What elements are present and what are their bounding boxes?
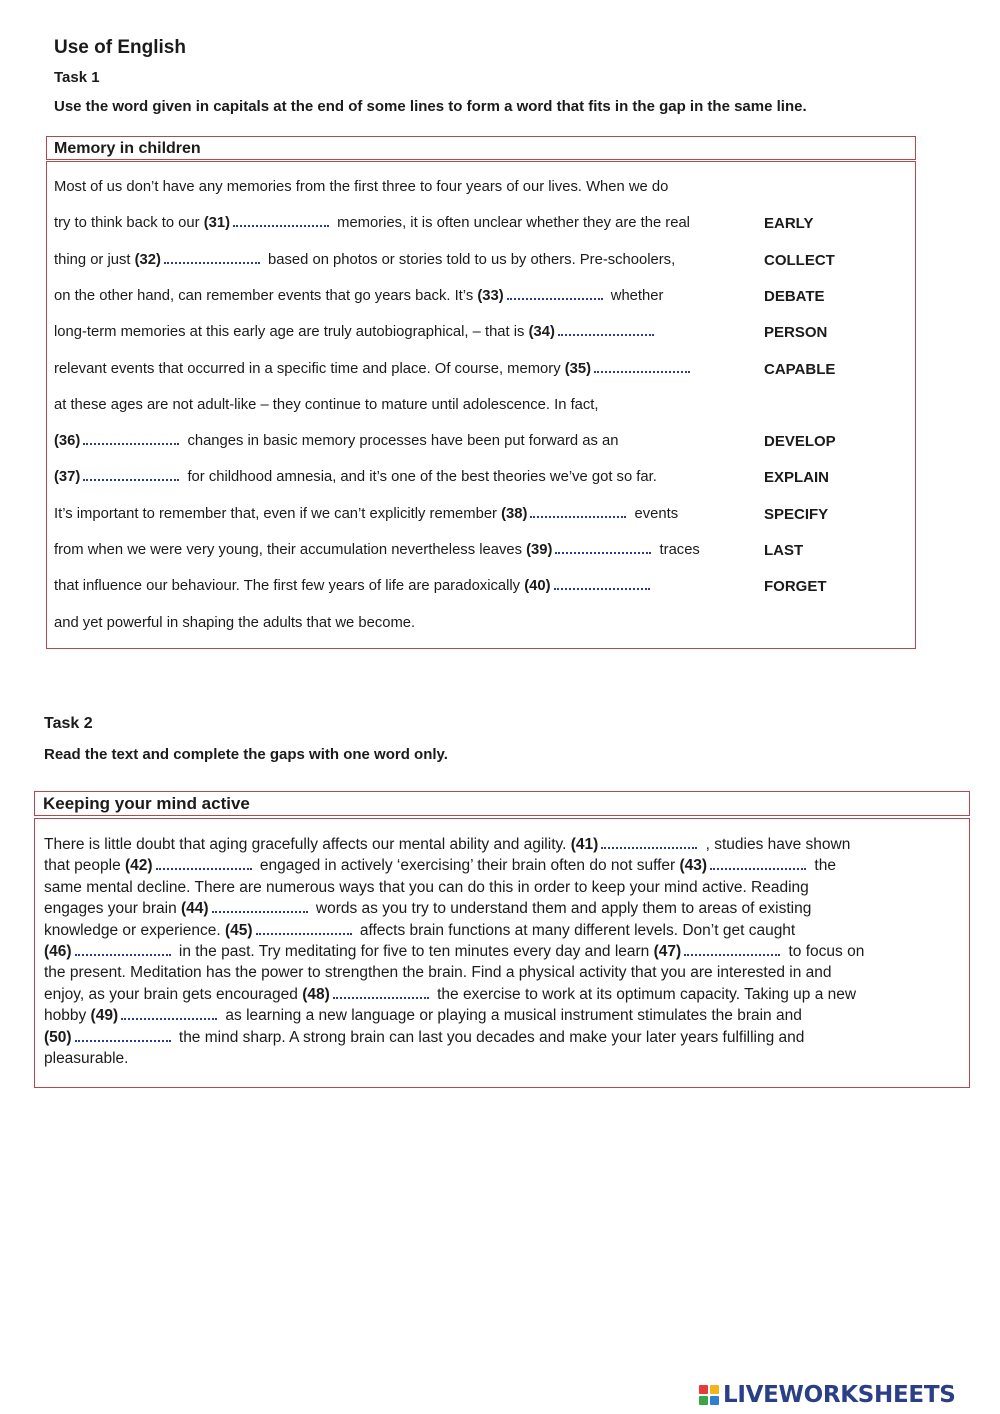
gap-number: (33) [477, 287, 504, 304]
task2-line [44, 1007, 802, 1025]
answer-gap-input[interactable] [212, 901, 308, 913]
line-text: from when we were very young, their accumulation nevertheless leaves [54, 542, 527, 558]
line-text: engages your brain [44, 900, 182, 918]
keyword: PERSON [764, 324, 828, 342]
line-text: affects brain functions at many different levels. Don’t get caught [355, 921, 796, 939]
answer-gap-input[interactable] [75, 1030, 171, 1042]
line-text: whether [606, 287, 664, 304]
task1-line [54, 469, 657, 485]
answer-gap-input[interactable] [75, 944, 171, 956]
answer-gap-input[interactable] [83, 469, 179, 481]
answer-gap-input[interactable] [710, 858, 806, 870]
keyword: FORGET [764, 578, 827, 596]
gap-number: (32) [134, 251, 161, 268]
task2-line [44, 964, 832, 982]
task1-line [54, 433, 618, 449]
line-text: thing or just [54, 251, 135, 268]
line-text: that people [44, 857, 126, 875]
line-text: engaged in actively ‘exercising’ their brain often do not suffer [255, 857, 680, 875]
task2-line [44, 943, 864, 961]
task1-line [54, 288, 663, 304]
page-title: Use of English [54, 37, 186, 58]
task1-line [54, 397, 599, 413]
gap-number: (45) [224, 921, 253, 939]
task2-label: Task 2 [44, 715, 93, 732]
task1-box-title: Memory in children [54, 140, 201, 157]
line-text: at these ages are not adult-like – they continue to mature until adolescence. In fact, [54, 396, 599, 413]
gap-number: (35) [564, 360, 592, 377]
gap-number: (50) [44, 1028, 72, 1046]
gap-number: (39) [526, 542, 553, 558]
answer-gap-input[interactable] [256, 923, 352, 935]
answer-gap-input[interactable] [555, 542, 651, 554]
task2-line [44, 836, 850, 854]
answer-gap-input[interactable] [594, 361, 690, 373]
line-text: Most of us don’t have any memories from the first three to four years of our lives. When we do [54, 179, 669, 195]
keyword: SPECIFY [764, 505, 829, 523]
line-text: the [810, 857, 836, 875]
line-text: hobby [44, 1007, 91, 1025]
line-text: events [630, 505, 679, 522]
logo-text: LIVEWORKSHEETS [723, 1382, 956, 1408]
task2-line [44, 857, 836, 875]
liveworksheets-logo [699, 1381, 955, 1409]
task2-line [44, 1050, 128, 1068]
line-text: , studies have shown [701, 836, 851, 853]
line-text: as learning a new language or playing a musical instrument stimulates the brain and [221, 1007, 802, 1025]
line-text: relevant events that occurred in a specific time and place. Of course, memory [54, 360, 565, 377]
task2-line [44, 986, 856, 1004]
gap-number: (48) [302, 985, 330, 1003]
line-text: pleasurable. [44, 1050, 129, 1067]
task1-line [54, 215, 690, 231]
answer-gap-input[interactable] [121, 1008, 217, 1020]
line-text: same mental decline. There are numerous ways that you can do this in order to keep your mind active. Reading [44, 878, 809, 896]
answer-gap-input[interactable] [507, 288, 603, 300]
line-text: on the other hand, can remember events that go years back. It’s [54, 287, 478, 304]
task1-line [54, 542, 700, 558]
gap-number: (41) [570, 836, 599, 853]
keyword: CAPABLE [764, 360, 836, 378]
line-text: changes in basic memory processes have been put forward as an [183, 433, 619, 450]
gap-number: (42) [125, 857, 153, 875]
task1-line [54, 361, 694, 377]
task1-instruction: Use the word given in capitals at the end of some lines to form a word that fits in the gap in the same line. [54, 98, 807, 115]
line-text: words as you try to understand them and apply them to areas of existing [311, 900, 812, 918]
gap-number: (31) [203, 215, 231, 232]
line-text: based on photos or stories told to us by others. Pre-schoolers, [263, 251, 676, 268]
task2-box-title: Keeping your mind active [43, 794, 250, 813]
line-text: the present. Meditation has the power to strengthen the brain. Find a physical activity that you are interested in and [44, 964, 832, 982]
task1-label: Task 1 [54, 69, 100, 86]
gap-number: (43) [679, 857, 708, 875]
task1-line [54, 578, 654, 594]
line-text: traces [655, 542, 700, 558]
answer-gap-input[interactable] [83, 433, 179, 445]
gap-number: (36) [54, 433, 81, 450]
line-text: the mind sharp. A strong brain can last you decades and make your later years fulfilling and [174, 1028, 805, 1046]
gap-number: (37) [54, 469, 81, 486]
gap-number: (47) [653, 943, 682, 960]
answer-gap-input[interactable] [684, 944, 780, 956]
task1-line [54, 179, 668, 195]
keyword: DEVELOP [764, 433, 836, 451]
task2-instruction: Read the text and complete the gaps with one word only. [44, 746, 448, 763]
gap-number: (46) [44, 943, 72, 960]
line-text: memories, it is often unclear whether they are the real [333, 215, 690, 232]
keyword: LAST [764, 542, 804, 559]
task2-box-header [34, 791, 970, 816]
answer-gap-input[interactable] [530, 506, 626, 518]
task1-box-header [46, 136, 916, 160]
task1-line [54, 252, 675, 268]
task2-line [44, 922, 795, 940]
gap-number: (49) [90, 1007, 119, 1025]
keyword: EXPLAIN [764, 469, 830, 487]
answer-gap-input[interactable] [558, 324, 654, 336]
gap-number: (38) [501, 505, 528, 522]
answer-gap-input[interactable] [333, 987, 429, 999]
line-text: for childhood amnesia, and it’s one of the best theories we’ve got so far. [183, 469, 657, 486]
line-text: It’s important to remember that, even if we can’t explicitly remember [54, 505, 502, 522]
answer-gap-input[interactable] [554, 578, 650, 590]
keyword: EARLY [764, 215, 814, 233]
line-text: enjoy, as your brain gets encouraged [44, 985, 303, 1003]
gap-number: (40) [524, 578, 551, 595]
task2-line [44, 879, 809, 897]
gap-number: (34) [528, 324, 555, 341]
task2-line [44, 1029, 804, 1047]
answer-gap-input[interactable] [233, 215, 329, 227]
logo-mark-icon [699, 1385, 719, 1405]
answer-gap-input[interactable] [164, 252, 260, 264]
line-text: the exercise to work at its optimum capacity. Taking up a new [432, 985, 857, 1003]
task1-line [54, 615, 415, 631]
line-text: try to think back to our [54, 215, 204, 232]
task1-line [54, 506, 678, 522]
gap-number: (44) [181, 900, 209, 918]
answer-gap-input[interactable] [156, 858, 252, 870]
line-text: and yet powerful in shaping the adults that we become. [54, 614, 416, 631]
task1-line [54, 324, 658, 340]
task2-line [44, 900, 811, 918]
line-text: knowledge or experience. [44, 921, 225, 939]
line-text: in the past. Try meditating for five to ten minutes every day and learn [174, 943, 654, 960]
line-text: long-term memories at this early age are truly autobiographical, – that is [54, 324, 529, 341]
line-text: that influence our behaviour. The first few years of life are paradoxically [54, 578, 525, 595]
answer-gap-input[interactable] [601, 837, 697, 849]
keyword: DEBATE [764, 287, 825, 305]
line-text: to focus on [784, 943, 865, 960]
line-text: There is little doubt that aging gracefully affects our mental ability and agility. [44, 836, 571, 853]
keyword: COLLECT [764, 251, 835, 269]
